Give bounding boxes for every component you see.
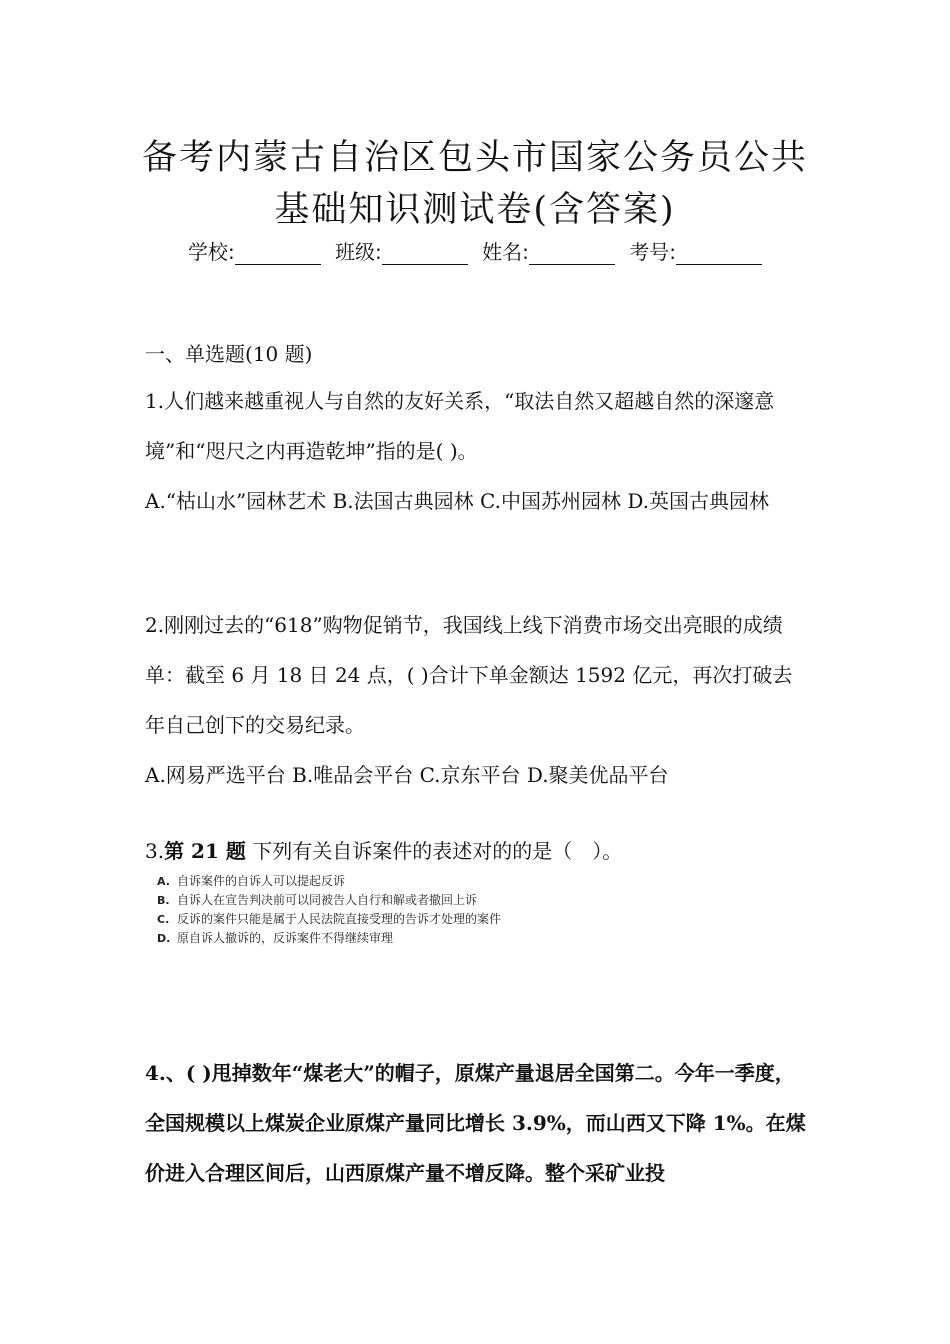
class-blank bbox=[382, 244, 468, 265]
question-2-options: A.网易严选平台 B.唯品会平台 C.京东平台 D.聚美优品平台 bbox=[145, 763, 669, 787]
title-line-2: 基础知识测试卷(含答案) bbox=[274, 190, 676, 230]
info-class: 班级: bbox=[335, 236, 468, 265]
option-d: D. 原自诉人撤诉的，反诉案件不得继续审理 bbox=[157, 931, 394, 945]
question-1-options: A.“枯山水”园林艺术 B.法国古典园林 C.中国苏州园林 D.英国古典园林 bbox=[145, 489, 770, 513]
question-2-text: 2.刚刚过去的“618”购物促销节，我国线上线下消费市场交出亮眼的成绩单：截至 6 月 18 日 24 点，( )合计下单金额达 1592 亿元，再次打破去年自己创下的交易纪录。 bbox=[145, 613, 793, 737]
option-a: A. 自诉案件的自诉人可以提起反诉 bbox=[157, 874, 346, 888]
question-3-text: 3.第 21 题 下列有关自诉案件的表述对的的是（ ）。 bbox=[145, 839, 623, 863]
info-school: 学校: bbox=[188, 236, 321, 265]
option-c: C. 反诉的案件只能是属于人民法院直接受理的告诉才处理的案件 bbox=[157, 912, 502, 926]
question-1-text: 1.人们越来越重视人与自然的友好关系，“取法自然又超越自然的深邃意境”和“咫尺之内再造乾坤”指的是( )。 bbox=[145, 389, 775, 463]
question-4-text: 4.、( )甩掉数年“煤老大”的帽子，原煤产量退居全国第二。今年一季度，全国规模以上煤炭企业原煤产量同比增长 3.9%，而山西又下降 1%。在煤价进入合理区间后，山西原煤产量不增反降。整个采矿业投 bbox=[145, 1061, 806, 1185]
info-name: 姓名: bbox=[482, 236, 615, 265]
info-number: 考号: bbox=[629, 236, 762, 265]
number-blank bbox=[676, 244, 762, 265]
school-blank bbox=[235, 244, 321, 265]
name-blank bbox=[529, 244, 615, 265]
question-3-options bbox=[157, 872, 501, 948]
title-line-1: 备考内蒙古自治区包头市国家公务员公共 bbox=[141, 138, 808, 178]
option-b: B. 自诉人在宣告判决前可以同被告人自行和解或者撤回上诉 bbox=[157, 893, 478, 907]
question-3-label: 第 21 题 bbox=[164, 839, 246, 863]
section-heading: 一、单选题(10 题) bbox=[145, 342, 313, 366]
student-info-row bbox=[0, 236, 950, 265]
